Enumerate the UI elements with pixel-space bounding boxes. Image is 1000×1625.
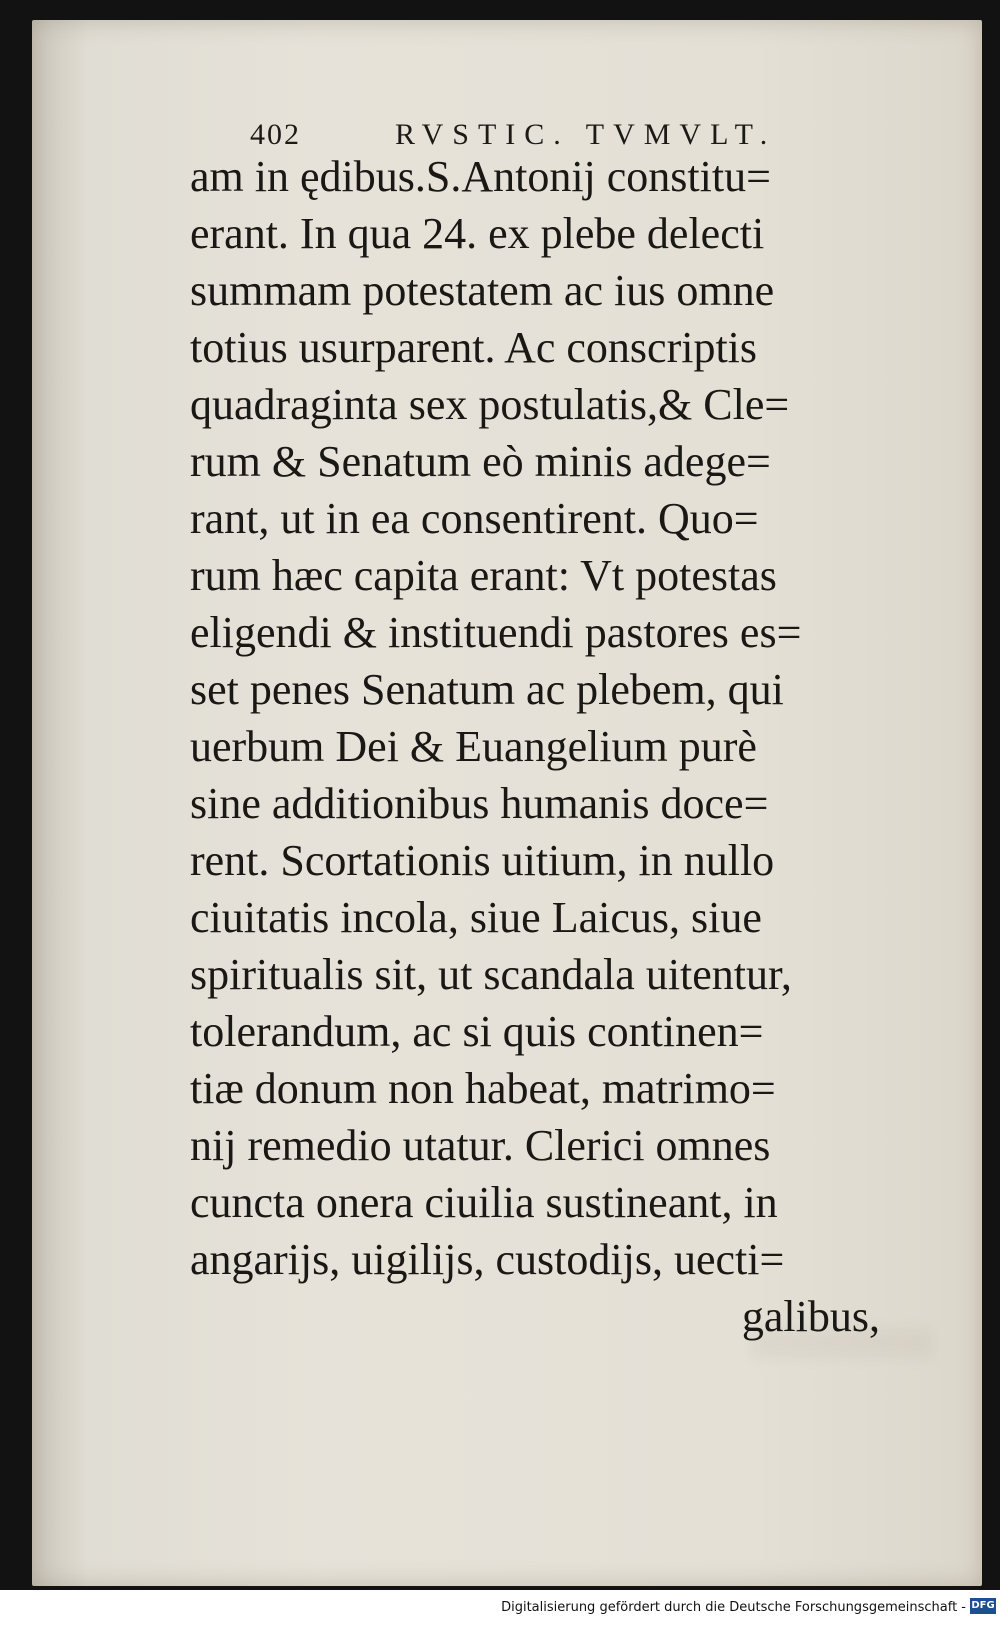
text-line: spiritualis sit, ut scandala uitentur,	[190, 950, 792, 999]
text-line: eligendi & instituendi pastores es=	[190, 608, 802, 657]
page-number: 402	[250, 118, 301, 151]
text-line: rent. Scortationis uitium, in nullo	[190, 836, 775, 885]
text-line: set penes Senatum ac plebem, qui	[190, 665, 784, 714]
text-line: nij remedio utatur. Clerici omnes	[190, 1121, 771, 1170]
text-line: erant. In qua 24. ex plebe delecti	[190, 209, 765, 258]
text-line: quadraginta sex postulatis,& Cle=	[190, 380, 790, 429]
text-block	[190, 148, 920, 1345]
funding-credit: Digitalisierung gefördert durch die Deutsche Forschungsgemeinschaft -	[501, 1600, 966, 1615]
text-line: totius usurparent. Ac conscriptis	[190, 323, 758, 372]
text-line: tiæ donum non habeat, matrimo=	[190, 1064, 776, 1113]
text-line: summam potestatem ac ius omne	[190, 266, 775, 315]
running-title: RVSTIC. TVMVLT.	[395, 118, 777, 151]
text-line: sine additionibus humanis doce=	[190, 779, 769, 828]
text-line: angarijs, uigilijs, custodijs, uecti=	[190, 1235, 785, 1284]
catchword: galibus,	[741, 1292, 880, 1341]
text-line: rant, ut in ea consentirent. Quo=	[190, 494, 759, 543]
text-line: cuncta onera ciuilia sustineant, in	[190, 1178, 778, 1227]
text-line: tolerandum, ac si quis continen=	[190, 1007, 764, 1056]
text-line: ciuitatis incola, siue Laicus, siue	[190, 893, 762, 942]
text-line: rum hæc capita erant: Vt potestas	[190, 551, 777, 600]
dfg-logo: DFG	[970, 1598, 996, 1614]
footer-bar	[0, 1590, 1000, 1625]
text-line: am in ędibus.S.Antonij constitu=	[190, 152, 771, 201]
text-line: rum & Senatum eò minis adege=	[190, 437, 771, 486]
text-line: uerbum Dei & Euangelium purè	[190, 722, 757, 771]
